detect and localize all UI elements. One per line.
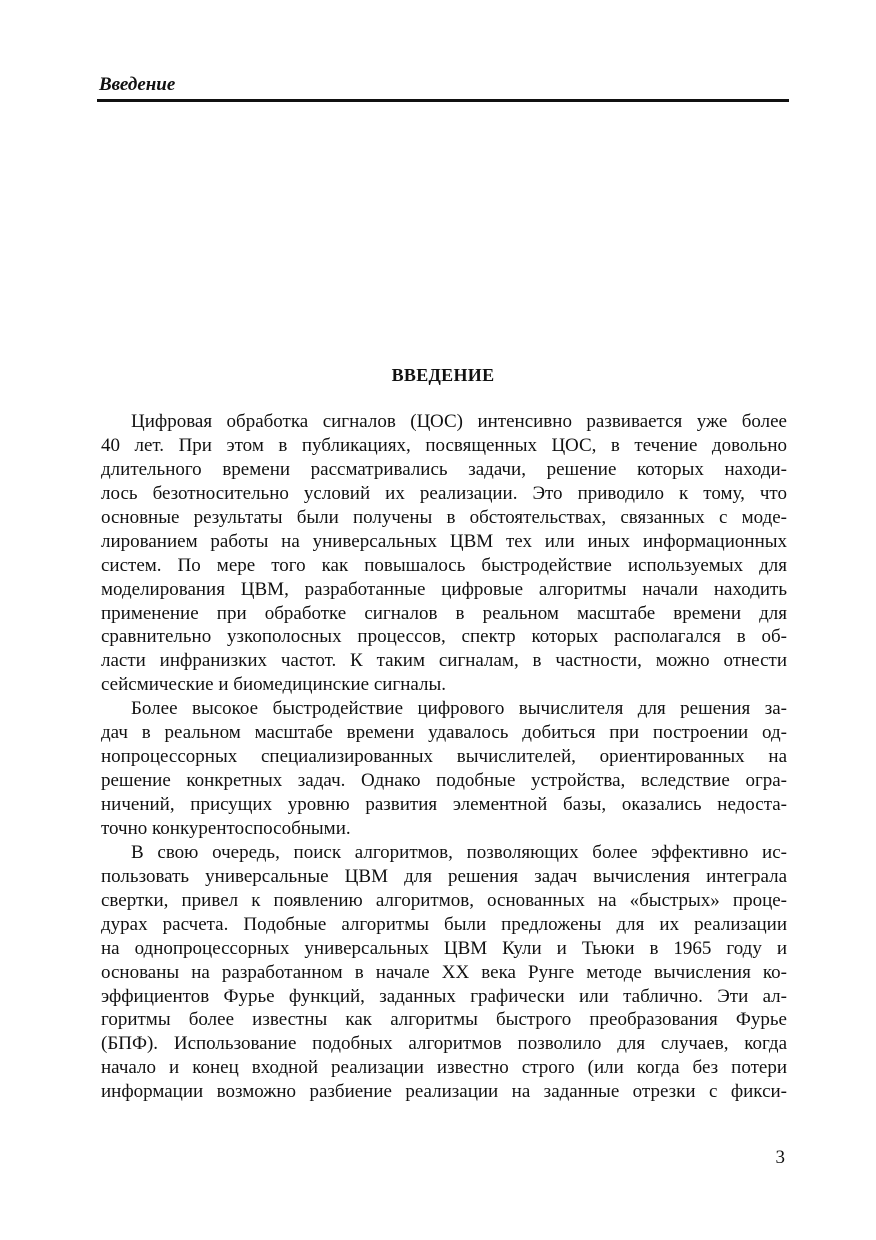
text-line: Более высокое быстродействие цифрового вычислителя для решения за- bbox=[131, 698, 787, 720]
text-line: длительного времени рассматривались задачи, решение которых находи- bbox=[101, 458, 787, 480]
text-line: (БПФ). Использование подобных алгоритмов позволило для случаев, когда bbox=[101, 1033, 787, 1055]
text-line: сейсмические и биомедицинские сигналы. bbox=[101, 674, 446, 696]
text-line: В свою очередь, поиск алгоритмов, позволяющих более эффективно ис- bbox=[131, 841, 787, 863]
text-line: лось безотносительно условий их реализации. Это приводило к тому, что bbox=[101, 482, 787, 504]
text-line: сравнительно узкополосных процессов, спектр которых располагался в об- bbox=[101, 626, 787, 648]
text-line: систем. По мере того как повышалось быстродействие используемых для bbox=[101, 554, 787, 576]
text-line: точно конкурентоспособными. bbox=[101, 817, 351, 839]
text-line: лированием работы на универсальных ЦВМ тех или иных информационных bbox=[101, 530, 787, 552]
text-line: основаны на разработанном в начале XX века Рунге методе вычисления ко- bbox=[101, 961, 787, 983]
text-line: ласти инфранизких частот. К таким сигналам, в частности, можно отнести bbox=[101, 650, 787, 672]
text-line: горитмы более известны как алгоритмы быстрого преобразования Фурье bbox=[101, 1009, 787, 1031]
text-line: основные результаты были получены в обстоятельствах, связанных с моде- bbox=[101, 506, 787, 528]
text-line: на однопроцессорных универсальных ЦВМ Кули и Тьюки в 1965 году и bbox=[101, 937, 787, 959]
text-line: эффициентов Фурье функций, заданных графически или таблично. Эти ал- bbox=[101, 985, 787, 1007]
running-header-title: Введение bbox=[99, 74, 176, 95]
text-line: дурах расчета. Подобные алгоритмы были предложены для их реализации bbox=[101, 913, 787, 935]
text-line: начало и конец входной реализации известно строго (или когда без потери bbox=[101, 1057, 787, 1079]
text-line: информации возможно разбиение реализации на заданные отрезки с фикси- bbox=[101, 1081, 787, 1103]
text-line: свертки, привел к появлению алгоритмов, основанных на «быстрых» проце- bbox=[101, 889, 787, 911]
text-line: применение при обработке сигналов в реальном масштабе времени для bbox=[101, 602, 787, 624]
text-line: нопроцессорных специализированных вычислителей, ориентированных на bbox=[101, 746, 787, 768]
header-rule bbox=[97, 99, 789, 102]
text-line: моделирования ЦВМ, разработанные цифровые алгоритмы начали находить bbox=[101, 578, 787, 600]
section-title: ВВЕДЕНИЕ bbox=[391, 365, 495, 385]
text-line: Цифровая обработка сигналов (ЦОС) интенсивно развивается уже более bbox=[131, 411, 787, 432]
body-text bbox=[101, 410, 787, 1104]
text-line: ничений, присущих уровню развития элементной базы, оказались недоста- bbox=[101, 794, 787, 815]
text-line: пользовать универсальные ЦВМ для решения задач вычисления интеграла bbox=[101, 865, 787, 887]
page-number: 3 bbox=[775, 1147, 785, 1168]
text-line: решение конкретных задач. Однако подобные устройства, вследствие огра- bbox=[101, 770, 787, 792]
text-line: 40 лет. При этом в публикациях, посвященных ЦОС, в течение довольно bbox=[101, 434, 787, 456]
text-line: дач в реальном масштабе времени удавалось добиться при построении од- bbox=[101, 722, 787, 744]
